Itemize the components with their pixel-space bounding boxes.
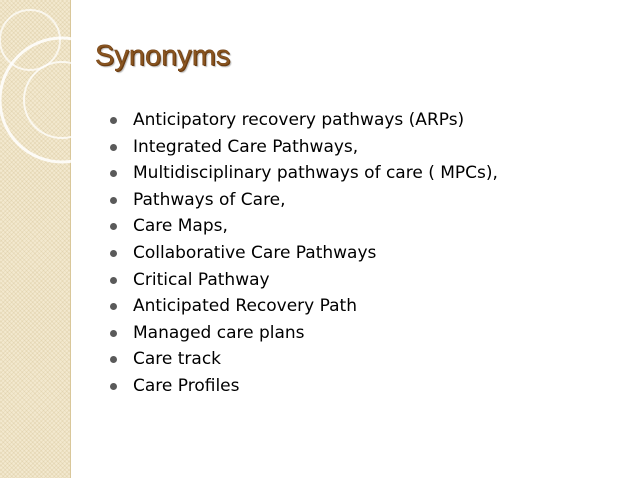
list-item: Care Profiles	[108, 373, 498, 400]
list-item: Managed care plans	[108, 320, 498, 347]
list-item: Anticipatory recovery pathways (ARPs)	[108, 107, 498, 134]
list-item: Integrated Care Pathways,	[108, 134, 498, 161]
synonyms-list	[108, 107, 498, 400]
slide-title: Synonyms	[95, 40, 231, 72]
list-item: Care track	[108, 346, 498, 373]
list-item: Multidisciplinary pathways of care ( MPCs),	[108, 160, 498, 187]
list-item: Critical Pathway	[108, 267, 498, 294]
list-item: Collaborative Care Pathways	[108, 240, 498, 267]
decorative-circle-inner	[24, 62, 100, 138]
list-item: Pathways of Care,	[108, 187, 498, 214]
list-item: Care Maps,	[108, 213, 498, 240]
list-item: Anticipated Recovery Path	[108, 293, 498, 320]
